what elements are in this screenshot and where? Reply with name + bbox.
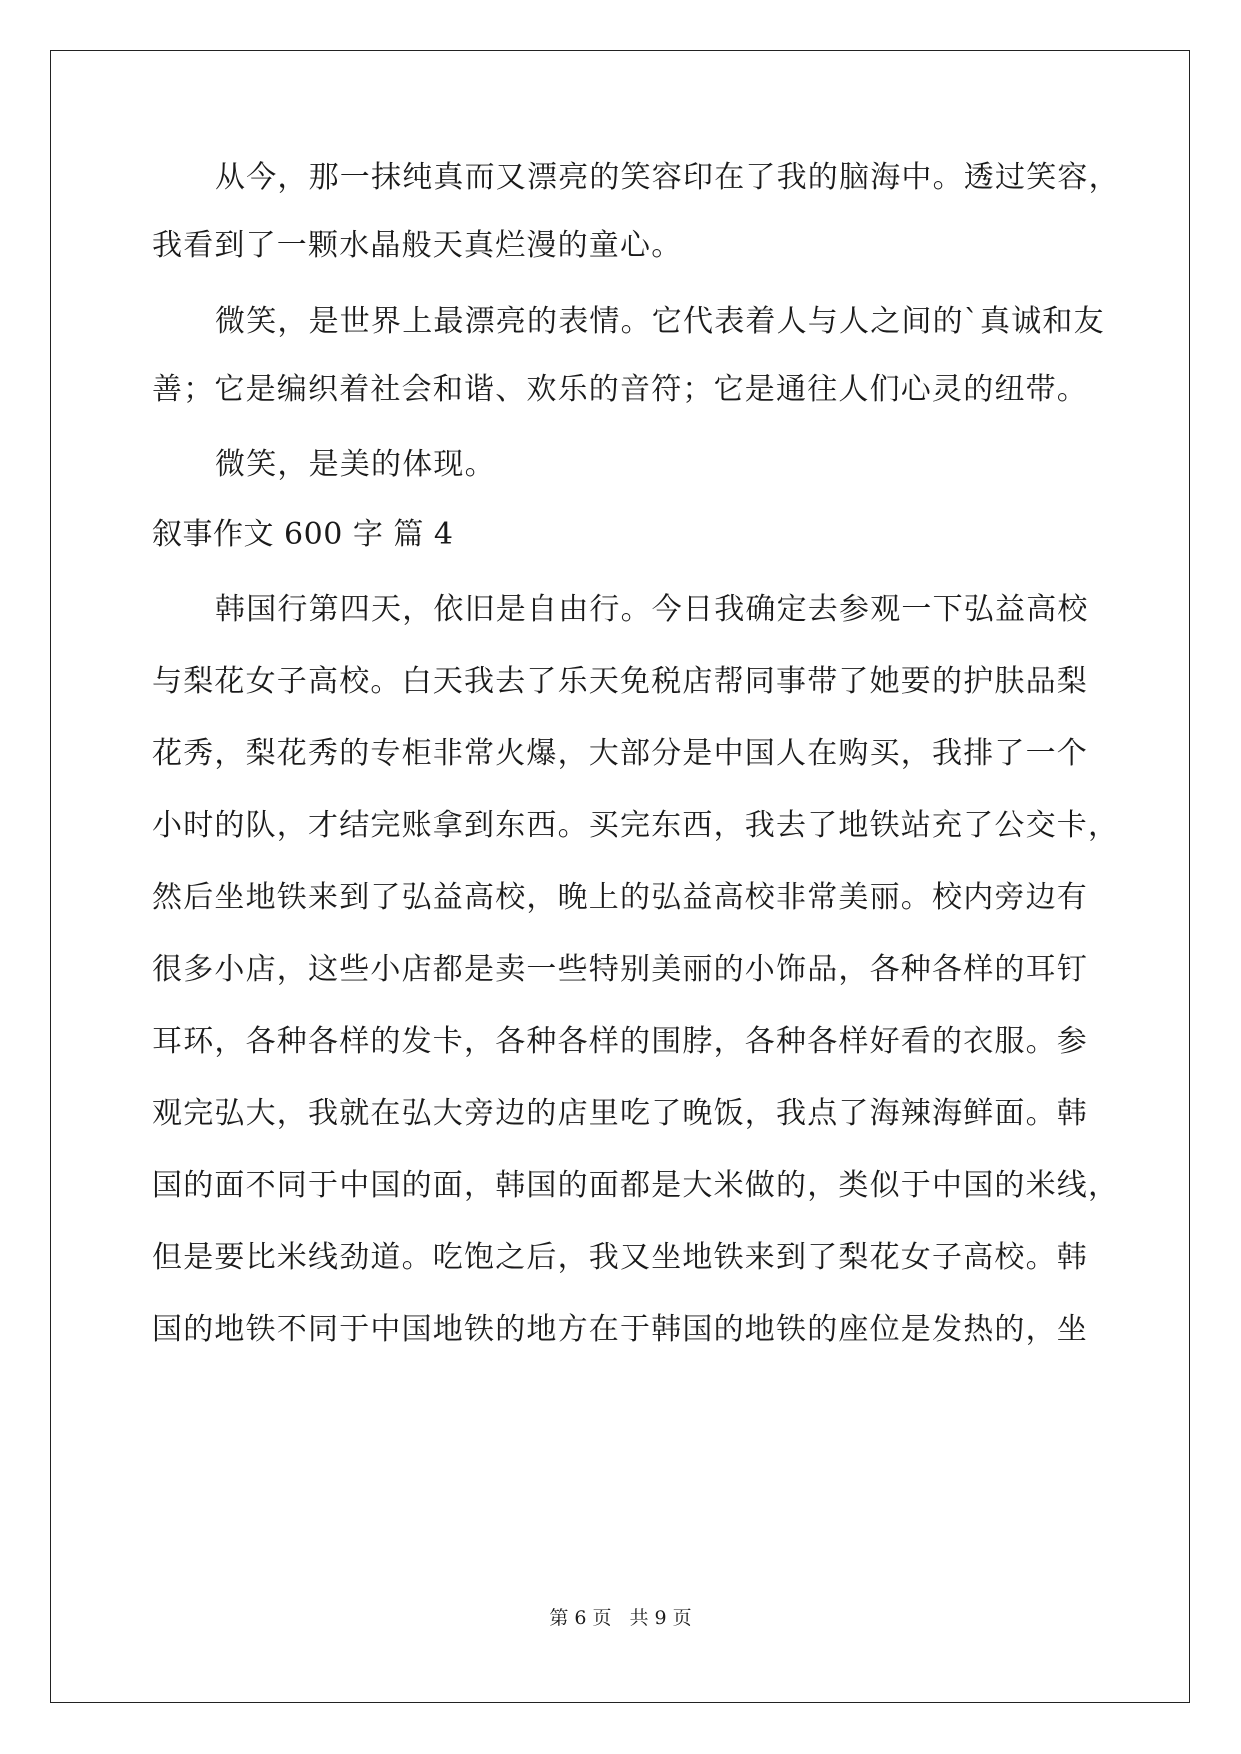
story-line: 韩国行第四天，依旧是自由行。今日我确定去参观一下弘益高校 bbox=[215, 592, 1089, 627]
paragraph-line: 从今，那一抹纯真而又漂亮的笑容印在了我的脑海中。透过笑容， bbox=[215, 160, 1120, 195]
section-heading: 叙事作文 600 字 篇 4 bbox=[152, 517, 454, 552]
story-line: 花秀，梨花秀的专柜非常火爆，大部分是中国人在购买，我排了一个 bbox=[152, 736, 1088, 771]
page-footer bbox=[0, 1606, 1241, 1630]
story-line: 耳环，各种各样的发卡，各种各样的围脖，各种各样好看的衣服。参 bbox=[152, 1024, 1088, 1059]
page-number: 第 6 页 bbox=[549, 1607, 612, 1629]
page-total: 共 9 页 bbox=[629, 1607, 692, 1629]
paragraph-line: 微笑，是美的体现。 bbox=[215, 447, 496, 482]
story-line: 国的地铁不同于中国地铁的地方在于韩国的地铁的座位是发热的，坐 bbox=[152, 1312, 1088, 1347]
page-border bbox=[50, 50, 1190, 1703]
paragraph-line: 微笑，是世界上最漂亮的表情。它代表着人与人之间的`真诚和友 bbox=[215, 304, 1105, 339]
story-line: 小时的队，才结完账拿到东西。买完东西，我去了地铁站充了公交卡， bbox=[152, 808, 1120, 843]
story-line: 国的面不同于中国的面，韩国的面都是大米做的，类似于中国的米线， bbox=[152, 1168, 1120, 1203]
story-line: 很多小店，这些小店都是卖一些特别美丽的小饰品，各种各样的耳钉 bbox=[152, 952, 1088, 987]
story-line: 观完弘大，我就在弘大旁边的店里吃了晚饭，我点了海辣海鲜面。韩 bbox=[152, 1096, 1088, 1131]
story-line: 但是要比米线劲道。吃饱之后，我又坐地铁来到了梨花女子高校。韩 bbox=[152, 1240, 1088, 1275]
paragraph-line: 我看到了一颗水晶般天真烂漫的童心。 bbox=[152, 228, 683, 263]
story-line: 与梨花女子高校。白天我去了乐天免税店帮同事带了她要的护肤品梨 bbox=[152, 664, 1088, 699]
story-line: 然后坐地铁来到了弘益高校，晚上的弘益高校非常美丽。校内旁边有 bbox=[152, 880, 1088, 915]
paragraph-line: 善；它是编织着社会和谐、欢乐的音符；它是通往人们心灵的纽带。 bbox=[152, 372, 1088, 407]
